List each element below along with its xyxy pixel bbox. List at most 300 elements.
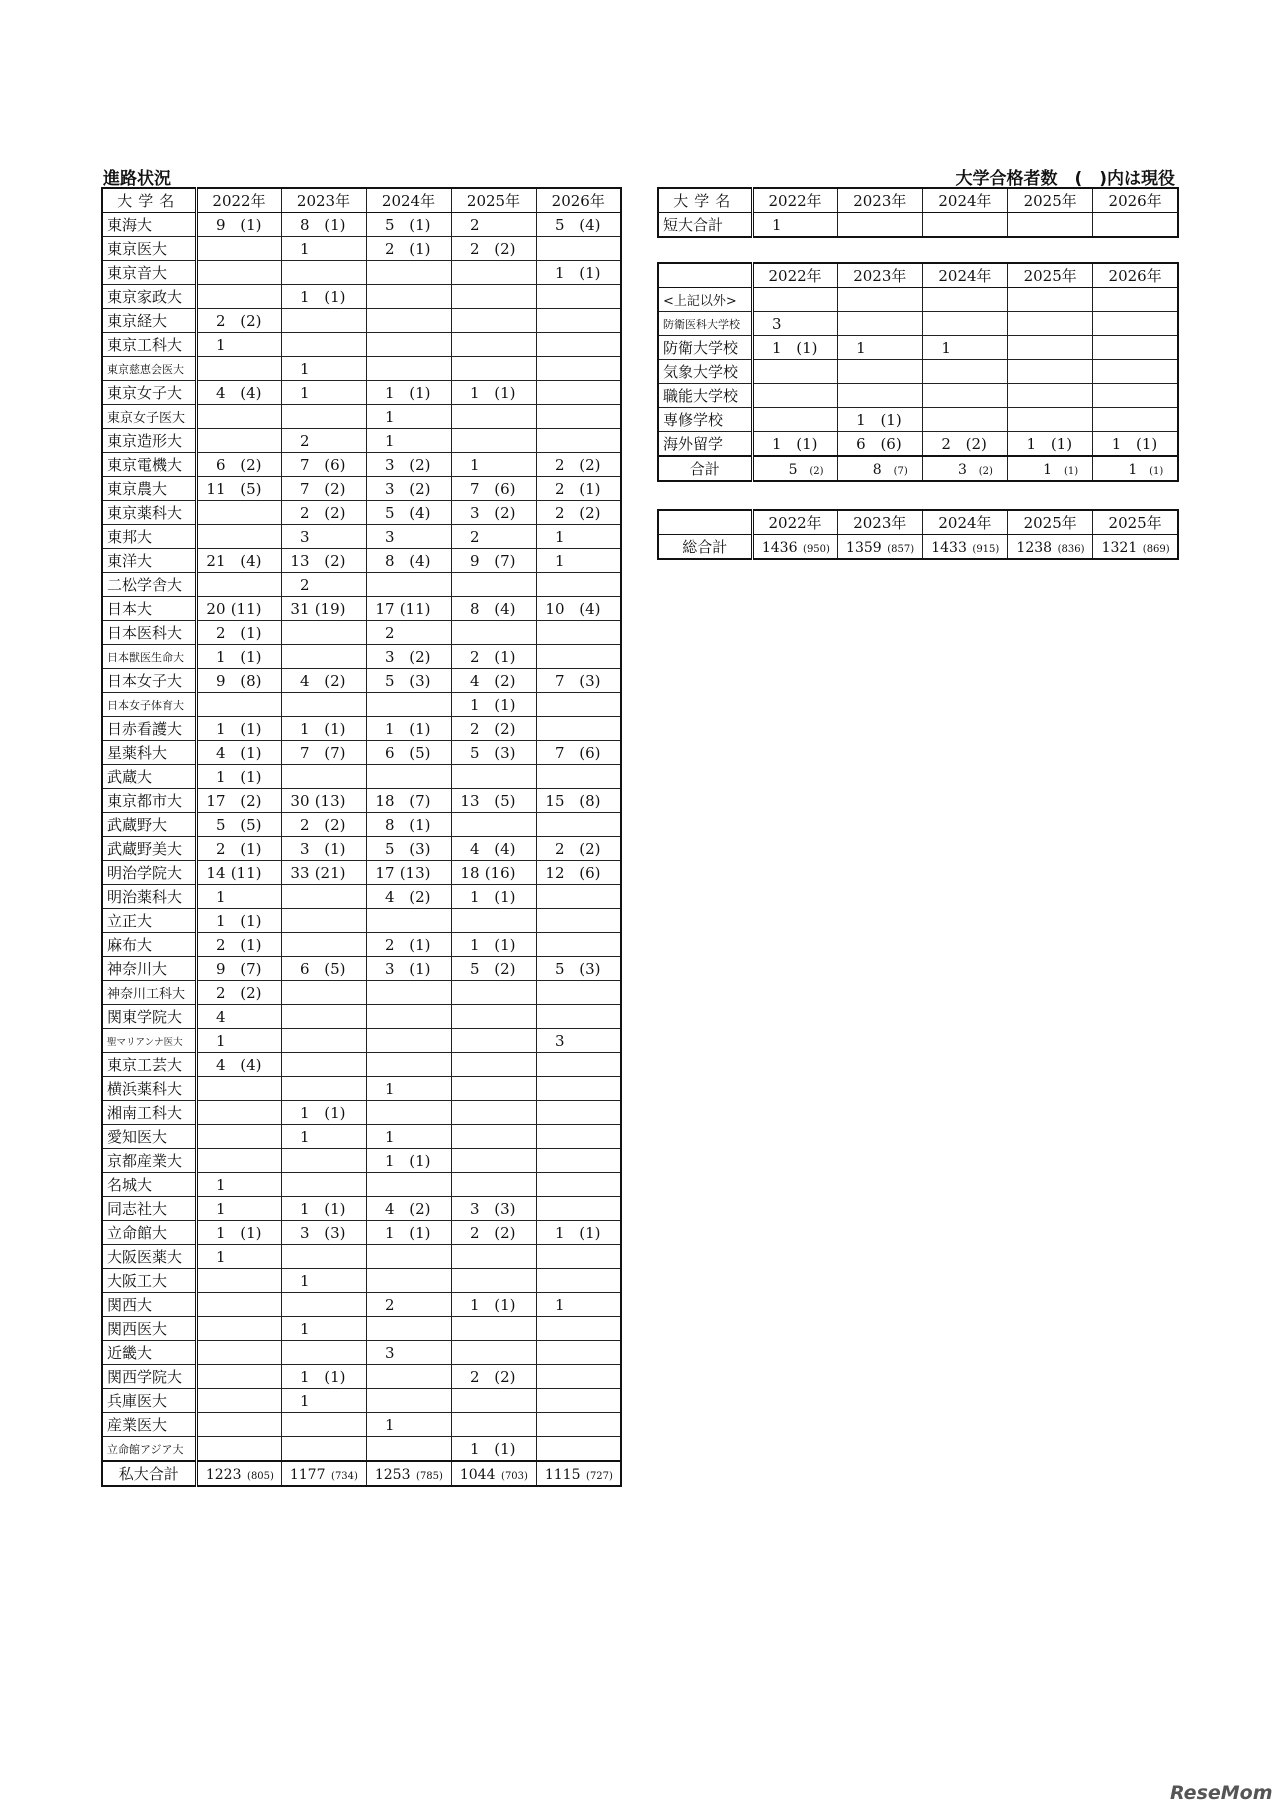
table-row	[102, 501, 621, 525]
table-row	[658, 336, 1178, 360]
current-student-count: (1)	[409, 1223, 431, 1242]
current-student-count: (6)	[880, 434, 902, 453]
value-cell	[536, 501, 621, 525]
value-cell	[1093, 408, 1178, 432]
current-student-count: (1)	[409, 935, 431, 954]
grand-total-row	[658, 535, 1178, 560]
value-cell	[366, 405, 451, 429]
value-cell	[536, 1101, 621, 1125]
current-student-count: (1)	[494, 935, 516, 954]
value-cell	[281, 1413, 366, 1437]
value-cell	[366, 1053, 451, 1077]
value-cell	[451, 645, 536, 669]
value-cell	[1008, 312, 1093, 336]
school-name: 専修学校	[658, 408, 752, 432]
table-row	[102, 885, 621, 909]
value-cell	[837, 360, 922, 384]
value-cell	[536, 549, 621, 573]
count-value: 1	[856, 338, 866, 357]
value-cell	[196, 285, 281, 309]
value-cell	[366, 693, 451, 717]
school-name: 総合計	[658, 535, 752, 560]
table-row	[102, 1413, 621, 1437]
current-student-count: (1)	[494, 1295, 516, 1314]
count-value: 2	[215, 983, 226, 1002]
table-row	[102, 1005, 621, 1029]
value-cell	[281, 597, 366, 621]
value-cell	[536, 861, 621, 885]
school-name: 日本大	[102, 597, 196, 621]
count-value: 1	[384, 431, 395, 450]
current-student-count: (2)	[579, 503, 601, 522]
count-value: 5	[384, 671, 395, 690]
value-cell	[536, 765, 621, 789]
value-cell	[196, 861, 281, 885]
count-value: 6	[299, 959, 310, 978]
value-cell	[366, 885, 451, 909]
value-cell	[281, 1437, 366, 1462]
count-value: 2	[469, 527, 480, 546]
grand-total-table	[657, 509, 1179, 560]
value-cell	[536, 261, 621, 285]
current-student-count: (3)	[579, 959, 601, 978]
current-student-count: (5)	[240, 815, 262, 834]
value-cell	[196, 1365, 281, 1389]
resemom-logo: ReseMom	[1170, 1782, 1273, 1804]
current-student-count: (7)	[893, 465, 908, 477]
count-value: 1433	[931, 539, 967, 556]
current-student-count: (2)	[978, 465, 993, 477]
value-cell	[281, 525, 366, 549]
count-value: 1	[299, 1127, 310, 1146]
value-cell	[922, 213, 1007, 238]
table-row	[102, 1437, 621, 1462]
table-row	[102, 717, 621, 741]
table-row	[102, 861, 621, 885]
count-value: 1	[299, 359, 310, 378]
value-cell	[451, 549, 536, 573]
value-cell	[536, 1173, 621, 1197]
count-value: 1	[1111, 434, 1122, 453]
current-student-count: (2)	[240, 791, 262, 810]
value-cell	[451, 597, 536, 621]
school-name: 日本女子体育大	[102, 693, 196, 717]
value-cell	[536, 813, 621, 837]
current-student-count: (21)	[314, 863, 346, 882]
school-name: 湘南工科大	[102, 1101, 196, 1125]
year-header: 2024年	[922, 263, 1007, 288]
value-cell	[451, 693, 536, 717]
value-cell	[366, 813, 451, 837]
table-row	[102, 1317, 621, 1341]
value-cell	[281, 1317, 366, 1341]
school-name: 大阪工大	[102, 1269, 196, 1293]
count-value: 2	[469, 1223, 480, 1242]
current-student-count: (1)	[240, 743, 262, 762]
value-cell	[281, 1077, 366, 1101]
count-value: 6	[215, 455, 226, 474]
other-schools-table	[657, 262, 1179, 482]
value-cell	[1093, 312, 1178, 336]
current-student-count: (1)	[494, 887, 516, 906]
value-cell	[536, 1053, 621, 1077]
year-header: 2024年	[922, 510, 1007, 535]
value-cell	[366, 1125, 451, 1149]
current-student-count: (5)	[409, 743, 431, 762]
table-row	[102, 765, 621, 789]
count-value: 3	[469, 1199, 480, 1218]
current-student-count: (1)	[240, 935, 262, 954]
value-cell	[196, 1053, 281, 1077]
count-value: 5	[469, 743, 480, 762]
school-name: 短大合計	[658, 213, 752, 238]
value-cell	[281, 741, 366, 765]
value-cell	[196, 501, 281, 525]
value-cell	[837, 456, 922, 481]
count-value: 4	[384, 1199, 395, 1218]
value-cell	[196, 645, 281, 669]
count-value: 1	[299, 287, 310, 306]
current-student-count: (6)	[494, 479, 516, 498]
count-value: 3	[299, 527, 310, 546]
value-cell	[281, 501, 366, 525]
value-cell	[536, 573, 621, 597]
value-cell	[281, 645, 366, 669]
year-header: 2025年	[1008, 263, 1093, 288]
value-cell	[451, 1005, 536, 1029]
count-value: 1	[1026, 434, 1037, 453]
table-row	[102, 309, 621, 333]
count-value: 1	[299, 383, 310, 402]
count-value: 1	[215, 1031, 226, 1050]
value-cell	[196, 1077, 281, 1101]
count-value: 10	[545, 599, 565, 618]
value-cell	[451, 285, 536, 309]
school-name: 武蔵大	[102, 765, 196, 789]
count-value: 2	[299, 575, 310, 594]
value-cell	[536, 1149, 621, 1173]
value-cell	[451, 1437, 536, 1462]
value-cell	[281, 261, 366, 285]
count-value: 9	[215, 959, 226, 978]
school-name: 東京都市大	[102, 789, 196, 813]
value-cell	[281, 981, 366, 1005]
value-cell	[281, 357, 366, 381]
count-value: 1	[384, 407, 395, 426]
value-cell	[752, 432, 837, 457]
school-name: 明治学院大	[102, 861, 196, 885]
table-row	[658, 432, 1178, 457]
count-value: 5	[788, 461, 798, 478]
value-cell	[196, 1221, 281, 1245]
value-cell	[196, 573, 281, 597]
value-cell	[281, 1101, 366, 1125]
count-value: 3	[384, 1343, 395, 1362]
current-student-count: (1)	[324, 839, 346, 858]
count-value: 17	[206, 791, 226, 810]
current-student-count: (1)	[240, 767, 262, 786]
current-student-count: (2)	[494, 959, 516, 978]
total-row	[102, 1461, 621, 1486]
current-student-count: (13)	[399, 863, 431, 882]
school-name: 東京女子医大	[102, 405, 196, 429]
value-cell	[196, 1341, 281, 1365]
table-row	[102, 1269, 621, 1293]
table-row	[102, 597, 621, 621]
value-cell	[451, 909, 536, 933]
school-name: 東京農大	[102, 477, 196, 501]
value-cell	[536, 453, 621, 477]
current-student-count: (1)	[240, 215, 262, 234]
value-cell	[366, 1221, 451, 1245]
school-name: 名城大	[102, 1173, 196, 1197]
value-cell	[366, 789, 451, 813]
value-cell	[1008, 213, 1093, 238]
value-cell	[196, 381, 281, 405]
value-cell	[451, 261, 536, 285]
count-value: 3	[299, 839, 310, 858]
value-cell	[451, 237, 536, 261]
school-name: 聖マリアンナ医大	[102, 1029, 196, 1053]
count-value: 1	[215, 335, 226, 354]
school-name: 関東学院大	[102, 1005, 196, 1029]
count-value: 4	[215, 1055, 226, 1074]
table-row	[102, 429, 621, 453]
table-row	[102, 933, 621, 957]
value-cell	[837, 408, 922, 432]
value-cell	[451, 525, 536, 549]
value-cell	[536, 1341, 621, 1365]
school-name: 二松学舎大	[102, 573, 196, 597]
value-cell	[366, 333, 451, 357]
current-student-count: (2)	[324, 503, 346, 522]
value-cell	[451, 669, 536, 693]
count-value: 1	[1128, 461, 1138, 478]
value-cell	[196, 1293, 281, 1317]
value-cell	[536, 669, 621, 693]
school-name: 東邦大	[102, 525, 196, 549]
table-row	[102, 981, 621, 1005]
value-cell	[281, 885, 366, 909]
count-value: 1	[384, 719, 395, 738]
current-student-count: (1)	[324, 287, 346, 306]
value-cell	[281, 429, 366, 453]
value-cell	[366, 1029, 451, 1053]
current-student-count: (13)	[314, 791, 346, 810]
count-value: 7	[299, 479, 310, 498]
count-value: 1	[469, 455, 480, 474]
table-row	[102, 1245, 621, 1269]
school-name: 同志社大	[102, 1197, 196, 1221]
table-row	[102, 1125, 621, 1149]
value-cell	[366, 357, 451, 381]
count-value: 1	[215, 1247, 226, 1266]
school-name: 東京医大	[102, 237, 196, 261]
name-column-header	[658, 510, 752, 535]
value-cell	[451, 1461, 536, 1486]
count-value: 1	[554, 527, 565, 546]
value-cell	[366, 741, 451, 765]
value-cell	[1008, 336, 1093, 360]
school-name: 近畿大	[102, 1341, 196, 1365]
year-header: 2023年	[837, 263, 922, 288]
count-value: 1	[299, 1271, 310, 1290]
table-row	[102, 573, 621, 597]
value-cell	[366, 1173, 451, 1197]
count-value: 8	[384, 551, 395, 570]
value-cell	[837, 384, 922, 408]
value-cell	[281, 765, 366, 789]
value-cell	[536, 525, 621, 549]
name-column-header	[658, 263, 752, 288]
count-value: 2	[554, 455, 565, 474]
value-cell	[1093, 535, 1178, 560]
value-cell	[366, 1461, 451, 1486]
current-student-count: (5)	[324, 959, 346, 978]
year-header: 2025年	[1008, 188, 1093, 213]
value-cell	[366, 1413, 451, 1437]
value-cell	[451, 1341, 536, 1365]
table-row	[102, 1197, 621, 1221]
value-cell	[922, 360, 1007, 384]
year-header: 2026年	[1093, 188, 1178, 213]
current-student-count: (6)	[579, 863, 601, 882]
value-cell	[366, 1293, 451, 1317]
value-cell	[196, 333, 281, 357]
table-row	[102, 381, 621, 405]
count-value: 18	[460, 863, 480, 882]
school-name: 愛知医大	[102, 1125, 196, 1149]
school-name: 横浜薬科大	[102, 1077, 196, 1101]
count-value: 4	[299, 671, 310, 690]
value-cell	[281, 933, 366, 957]
current-student-count: (7)	[494, 551, 516, 570]
count-value: 2	[299, 503, 310, 522]
count-value: 11	[206, 479, 226, 498]
value-cell	[196, 1029, 281, 1053]
school-name: 日赤看護大	[102, 717, 196, 741]
value-cell	[451, 381, 536, 405]
count-value: 1	[469, 887, 480, 906]
current-student-count: (8)	[240, 671, 262, 690]
value-cell	[536, 1365, 621, 1389]
value-cell	[752, 288, 837, 312]
value-cell	[451, 357, 536, 381]
current-student-count: (950)	[803, 543, 830, 555]
table-row	[102, 1293, 621, 1317]
current-student-count: (1)	[409, 719, 431, 738]
value-cell	[196, 837, 281, 861]
count-value: 3	[554, 1031, 565, 1050]
year-header: 2022年	[752, 263, 837, 288]
school-name: 立命館アジア大	[102, 1437, 196, 1462]
value-cell	[752, 384, 837, 408]
current-student-count: (1)	[796, 338, 818, 357]
count-value: 1	[215, 911, 226, 930]
count-value: 5	[554, 215, 565, 234]
value-cell	[281, 549, 366, 573]
value-cell	[536, 285, 621, 309]
count-value: 2	[554, 479, 565, 498]
count-value: 1	[215, 719, 226, 738]
count-value: 1	[299, 1367, 310, 1386]
count-value: 1	[771, 434, 782, 453]
count-value: 5	[384, 839, 395, 858]
table-row	[102, 1341, 621, 1365]
school-name: 神奈川大	[102, 957, 196, 981]
count-value: 5	[554, 959, 565, 978]
value-cell	[281, 573, 366, 597]
school-name: 海外留学	[658, 432, 752, 457]
value-cell	[922, 535, 1007, 560]
value-cell	[451, 837, 536, 861]
count-value: 1	[384, 1223, 395, 1242]
value-cell	[366, 1365, 451, 1389]
table-row	[102, 1149, 621, 1173]
current-student-count: (5)	[494, 791, 516, 810]
value-cell	[451, 1317, 536, 1341]
count-value: 7	[469, 479, 480, 498]
value-cell	[536, 1005, 621, 1029]
count-value: 2	[384, 239, 395, 258]
value-cell	[536, 1221, 621, 1245]
current-student-count: (2)	[579, 455, 601, 474]
count-value: 17	[375, 863, 395, 882]
value-cell	[752, 336, 837, 360]
value-cell	[196, 1101, 281, 1125]
table-row	[658, 384, 1178, 408]
value-cell	[1008, 535, 1093, 560]
university-results-table	[101, 187, 622, 1487]
value-cell	[451, 789, 536, 813]
current-student-count: (1)	[324, 215, 346, 234]
value-cell	[281, 333, 366, 357]
value-cell	[536, 1125, 621, 1149]
count-value: 9	[469, 551, 480, 570]
count-value: 3	[771, 314, 782, 333]
value-cell	[196, 525, 281, 549]
count-value: 8	[299, 215, 310, 234]
value-cell	[281, 1053, 366, 1077]
current-student-count: (19)	[314, 599, 346, 618]
table-row	[102, 909, 621, 933]
value-cell	[281, 693, 366, 717]
count-value: 3	[469, 503, 480, 522]
current-student-count: (11)	[230, 863, 262, 882]
count-value: 2	[554, 839, 565, 858]
value-cell	[366, 1005, 451, 1029]
school-name: 武蔵野大	[102, 813, 196, 837]
count-value: 7	[299, 743, 310, 762]
table-row	[102, 741, 621, 765]
current-student-count: (2)	[579, 839, 601, 858]
value-cell	[451, 573, 536, 597]
count-value: 1253	[374, 1466, 411, 1483]
value-cell	[1093, 456, 1178, 481]
value-cell	[451, 309, 536, 333]
value-cell	[281, 789, 366, 813]
count-value: 5	[215, 815, 226, 834]
school-name: <上記以外>	[658, 288, 752, 312]
value-cell	[366, 477, 451, 501]
year-header: 2023年	[281, 188, 366, 213]
value-cell	[366, 501, 451, 525]
school-name: 東京造形大	[102, 429, 196, 453]
table-row	[102, 1173, 621, 1197]
school-name: 防衛医科大学校	[658, 312, 752, 336]
value-cell	[196, 933, 281, 957]
value-cell	[366, 1317, 451, 1341]
